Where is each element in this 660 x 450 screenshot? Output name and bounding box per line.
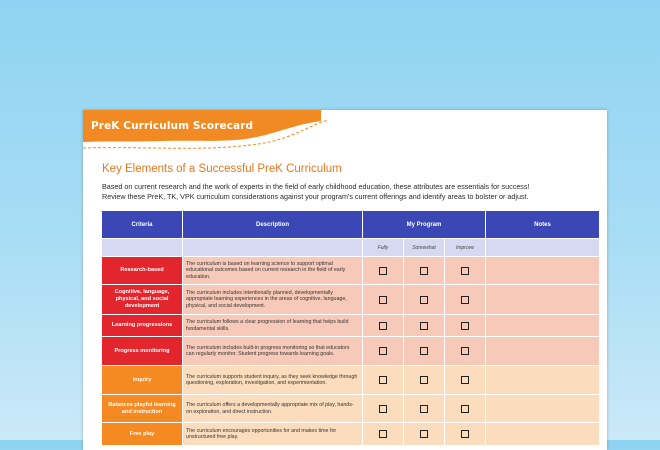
table-row [102, 257, 599, 284]
fully-checkbox[interactable] [379, 405, 387, 413]
fully-subheader: Fully [363, 239, 403, 256]
notes-cell[interactable] [486, 337, 599, 365]
fully-checkbox[interactable] [379, 430, 387, 438]
notes-cell[interactable] [486, 423, 599, 445]
description-text: The curriculum encourages opportunities for and makes time for unstructured free play. [183, 423, 362, 445]
banner-title: PreK Curriculum Scorecard [91, 120, 254, 132]
improve-checkbox[interactable] [461, 322, 469, 330]
somewhat-checkbox[interactable] [420, 322, 428, 330]
description-text: The curriculum follows a clear progression of learning that helps build fundamental skills. [183, 315, 362, 336]
fully-checkbox[interactable] [379, 322, 387, 330]
notes-cell[interactable] [486, 257, 599, 284]
subheader-row [102, 239, 599, 256]
table-row [102, 366, 599, 394]
banner-wave [83, 110, 607, 162]
table-row [102, 285, 599, 314]
fully-checkbox[interactable] [379, 347, 387, 355]
fully-checkbox[interactable] [379, 267, 387, 275]
my-program-header: My Program [363, 211, 485, 238]
criteria-header: Criteria [102, 211, 182, 238]
criteria-label: Inquiry [102, 366, 182, 394]
criteria-label: Balances playful learning and instruction [102, 395, 182, 422]
notes-cell[interactable] [486, 285, 599, 314]
table-row [102, 315, 599, 336]
somewhat-checkbox[interactable] [420, 430, 428, 438]
page-heading: Key Elements of a Successful PreK Curriculum [102, 163, 342, 175]
somewhat-checkbox[interactable] [420, 347, 428, 355]
improve-checkbox[interactable] [461, 267, 469, 275]
improve-checkbox[interactable] [461, 296, 469, 304]
description-text: The curriculum offers a developmentally appropriate mix of play, hands-on exploration, and direct instruction. [183, 395, 362, 422]
notes-cell[interactable] [486, 395, 599, 422]
somewhat-checkbox[interactable] [420, 296, 428, 304]
notes-header: Notes [486, 211, 599, 238]
table-row [102, 395, 599, 422]
somewhat-checkbox[interactable] [420, 405, 428, 413]
intro-line-1: Based on current research and the work of experts in the field of early childhood education, these attributes are essentials for success! [102, 182, 530, 191]
description-text: The curriculum includes built-in progress monitoring so that educators can regularly monitor. Student progress towards learning goals. [183, 337, 362, 365]
fully-checkbox[interactable] [379, 296, 387, 304]
description-text: The curriculum supports student inquiry, as they seek knowledge through questioning, exploration, investigation, and experimentation. [183, 366, 362, 394]
scorecard-table [101, 210, 600, 446]
notes-cell[interactable] [486, 366, 599, 394]
improve-subheader: Improve [445, 239, 485, 256]
criteria-label: Progress monitoring [102, 337, 182, 365]
intro-text [102, 182, 602, 202]
improve-checkbox[interactable] [461, 376, 469, 384]
criteria-label: Free play [102, 423, 182, 445]
somewhat-checkbox[interactable] [420, 267, 428, 275]
improve-checkbox[interactable] [461, 347, 469, 355]
improve-checkbox[interactable] [461, 405, 469, 413]
criteria-label: Research-based [102, 257, 182, 284]
criteria-label: Cognitive, language, physical, and social development [102, 285, 182, 314]
description-text: The curriculum is based on learning science to support optimal educational outcomes based on current research in the field of early education. [183, 257, 362, 284]
fully-checkbox[interactable] [379, 376, 387, 384]
criteria-label: Learning progressions [102, 315, 182, 336]
somewhat-checkbox[interactable] [420, 376, 428, 384]
intro-line-2: Review these PreK, TK, VPK curriculum considerations against your program's current offerings and identify areas to bolster or adjust. [102, 192, 529, 201]
description-text: The curriculum includes intentionally planned, developmentally appropriate learning experiences in the areas of cognitive, language, physical, and social development. [183, 285, 362, 314]
description-header: Description [183, 211, 362, 238]
header-row [102, 211, 599, 238]
notes-cell[interactable] [486, 315, 599, 336]
table-row [102, 423, 599, 445]
somewhat-subheader: Somewhat [404, 239, 444, 256]
table-row [102, 337, 599, 365]
scorecard-sheet [83, 110, 607, 450]
improve-checkbox[interactable] [461, 430, 469, 438]
